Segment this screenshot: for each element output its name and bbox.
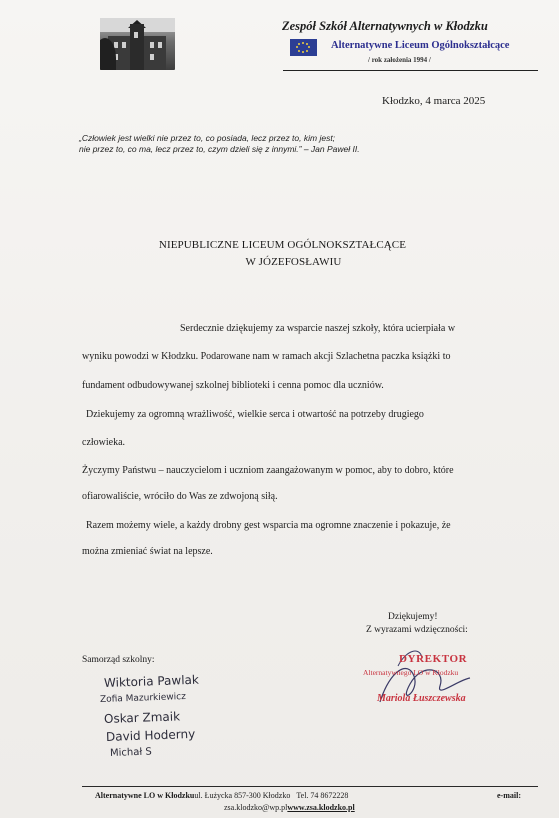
stamp-role: DYREKTOR (399, 653, 468, 665)
recipient-line-1: NIEPUBLICZNE LICEUM OGÓLNOKSZTAŁCĄCE (158, 239, 407, 251)
signature-4: David Hoderny (105, 726, 196, 744)
body-line: Życzymy Państwu – nauczycielom i uczniom zaangażowanym w pomoc, aby to dobro, które (82, 465, 454, 476)
signature-1: Wiktoria Pawlak (103, 672, 200, 690)
quote-line-1: „Człowiek jest wielki nie przez to, co posiada, lecz przez to, kim jest; (79, 133, 336, 143)
recipient-line-2: W JÓZEFOSŁAWIU (245, 256, 342, 268)
body-line: fundament odbudowywanej szkolnej biblioteki i cenna pomoc dla uczniów. (82, 380, 384, 391)
body-line: Razem możemy wiele, a każdy drobny gest wsparcia ma ogromne znaczenie i pokazuje, że (86, 520, 451, 531)
body-line: Serdecznie dziękujemy za wsparcie naszej szkoły, która ucierpiała w (180, 323, 456, 334)
body-line: człowieka. (82, 437, 126, 448)
footer-email[interactable]: zsa.klodzko@wp.pl (224, 803, 288, 812)
footer-org: Alternatywne LO w Kłodzku (95, 791, 195, 800)
letter-date: Kłodzko, 4 marca 2025 (382, 95, 486, 107)
body-line: wyniku powodzi w Kłodzku. Podarowane nam w ramach akcji Szlachetna paczka książki to (82, 351, 451, 362)
body-line: można zmieniać świat na lepsze. (82, 546, 213, 557)
founded-note: / rok założenia 1994 / (368, 56, 431, 64)
eu-flag-icon (290, 39, 317, 56)
lyceum-name: Alternatywne Liceum Ogólnokształcące (331, 40, 510, 51)
footer-website[interactable]: www.zsa.klodzko.pl (287, 803, 355, 812)
recipient (0, 237, 559, 271)
body-line: Dziekujemy za ogromną wrażliwość, wielkie serca i otwartość na potrzeby drugiego (86, 409, 424, 420)
footer-contact (95, 791, 348, 800)
school-building-photo (100, 18, 175, 70)
closing-thanks: Dziękujemy! (388, 612, 438, 622)
council-label: Samorząd szkolny: (82, 655, 155, 665)
signature-5: Michał S (109, 746, 152, 759)
footer-email-label: e-mail: (497, 791, 521, 800)
quote (79, 133, 459, 155)
school-name: Zespół Szkół Alternatywnych w Kłodzku (282, 19, 488, 33)
footer-divider (82, 786, 538, 787)
quote-line-2: nie przez to, co ma, lecz przez to, czym dzieli się z innymi.” – Jan Paweł II. (79, 144, 360, 154)
signature-3: Oskar Zmaik (103, 709, 181, 726)
body-line: ofiarowaliście, wróciło do Was ze zdwojoną siłą. (82, 491, 278, 502)
header-divider (283, 70, 538, 71)
closing-regards: Z wyrazami wdzięczności: (366, 625, 468, 635)
signature-2: Zofia Mazurkiewicz (99, 692, 187, 705)
footer-phone: Tel. 74 8672228 (296, 791, 349, 800)
footer-email-line (224, 803, 355, 812)
stamp-org: Alternatywnego LO w Kłodzku (363, 668, 459, 677)
director-stamp (356, 650, 506, 720)
stamp-name: Mariola Łuszczewska (377, 693, 466, 704)
footer-address: ul. Łużycka 857-300 Kłodzko (194, 791, 291, 800)
